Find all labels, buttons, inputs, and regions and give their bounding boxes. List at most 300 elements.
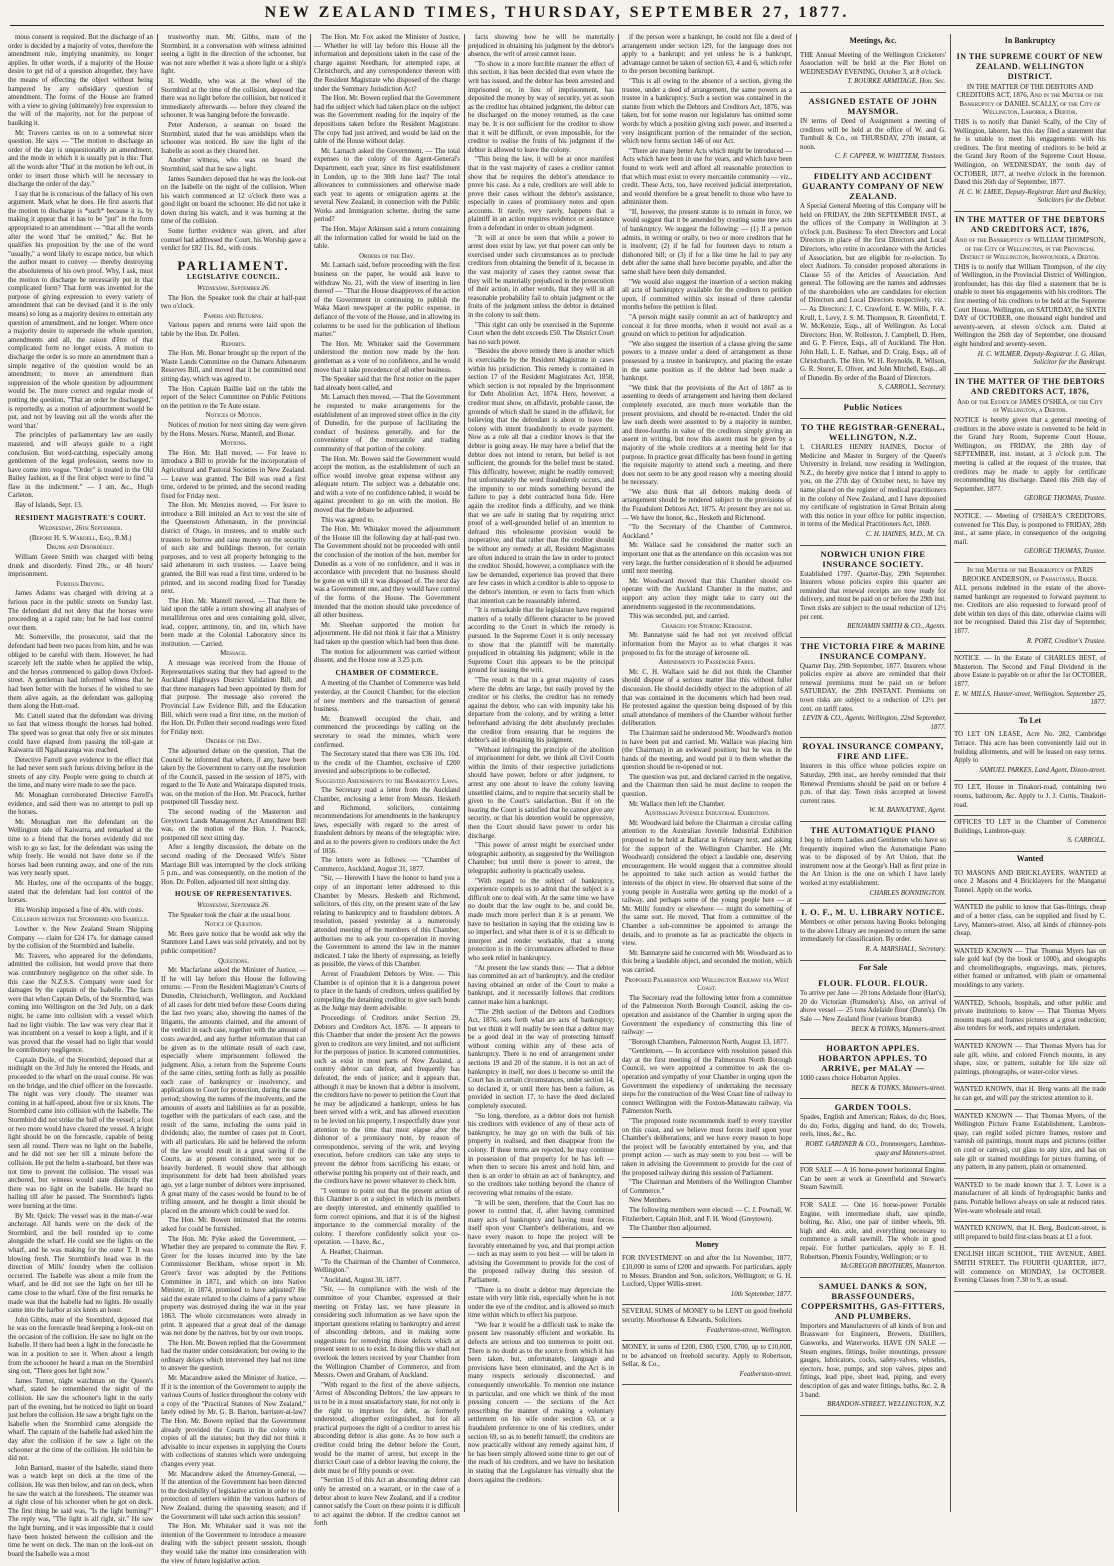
column-2 — [161, 34, 306, 1565]
ad-body: Established 1797. Quarter-Day, 29th September. Insurers whose policies expire this quarter are reminded that renewal receipts are now ready for delivery, and must be paid on or before the 29th inst. Town risks are subject to the usual reduction of 12½ per cent. — [800, 570, 946, 621]
parliament-heading: PARLIAMENT. — [177, 257, 290, 273]
council-paras — [161, 748, 306, 888]
ad-signature: Featherston-street, Wellington. — [706, 1326, 792, 1334]
article-paragraph: The Secretary read the following letter from a committee of the Palmerston North Borough Council, asking the co-operation and assistance of the Chamber in urging upon the Government the expediency of constructing this line of railway: — — [622, 994, 792, 1037]
article-paragraph: Various papers and returns were laid upon the table by the Hon. Dr. Pollen. — [161, 322, 306, 338]
section-rule — [622, 1237, 792, 1238]
advertisement — [954, 1040, 1106, 1083]
article-paragraph: Mr. Sheehan supported the motion for adjournment. He did not think it fair that a Ministry had taken up the question which had been thus done. — [314, 621, 460, 646]
advertisement — [954, 563, 1106, 652]
ad-signature: R. A. MARSHALL, Secretary. — [865, 945, 946, 953]
masthead-title: NEW ZEALAND TIMES, THURSDAY, SEPTEMBER 27, 1877. — [264, 4, 850, 21]
advertisement — [800, 638, 946, 739]
article-paragraph: Mr. Larnach then moved, — That the Government be requested to make arrangements for the establishment of an improved street office in the city of Dunedin, for the purpose of facilitating the conduct of business generally, and for the convenience of the mercantile and trading community of that portion of the colony. — [314, 394, 460, 453]
col4-paras — [468, 34, 614, 1485]
house-paras — [161, 967, 306, 1566]
ad-body: WANTED to be made known that J. T. Lowe is a manufacturer of all kinds of hydrographic banks and pans. Portable bellows always on sale at reduced rates. Wire-ware wholesale and retail. — [954, 1181, 1106, 1215]
court-ads — [954, 49, 1106, 714]
money-heading: Money — [695, 1239, 719, 1249]
article-paragraph: The principles of parliamentary law are easily mastered, and will always guide to a right conclusion. But word-catching, especially among gentlemen of the legal profession, seems now to have come into vogue. "Order" is treated in the Old Bailey fashion, as if the first object were to find "a flaw in the indictment." — I am, &c., Hugh Carleton. — [8, 432, 153, 500]
advertisement — [800, 975, 946, 1040]
ad-body: Insurers in this office whose policies expire on Saturday, 29th inst., are hereby reminded that their Renewal Premiums should be paid on or before 4 p.m. of that day. Town risks accepted at lowest current rates. — [800, 763, 946, 805]
subhead-orders: Orders of the Day. — [359, 252, 415, 260]
article-paragraph: "So long, therefore, as a debtor does not furnish his creditors with evidence of any of these acts of bankruptcy, he may go on with the bulk of his property in realised, and then disappear from the colony. If these terms are rejected, he may continue in possession of that property for he has left — when then to secure his arrest and hold him, and then is an order to obtain an act of bankruptcy, and so the creditors take nothing beyond the chance of recovering what remains of the estate. — [468, 1112, 614, 1197]
ad-title: HOBARTON APPLES. HOBARTON APPLES. TO ARRIVE, per MALAY — — [818, 1043, 928, 1074]
ad-signature: H. C. WILMER, Deputy-Registrar. J. G. Allan, Solicitor for the Bankrupt. — [977, 350, 1106, 367]
column-divider — [157, 34, 158, 1512]
ad-body: WANTED the public to know that Gas-fittings, cheap and of a better class, can be supplied and fixed by C. Levy, Manners-street. Also, all kinds of chimney-pots cheap. — [954, 904, 1106, 938]
col3-paras — [314, 262, 460, 665]
ad-title: GARDEN TOOLS. — [834, 1102, 912, 1113]
ad-signature: BENJAMIN SMITH & CO., Agents. — [847, 623, 946, 631]
court-bench: (Before H. S. Wardell, Esq., R.M.) — [29, 534, 132, 542]
article-paragraph: Arrest of Fraudulent Debtors by Wire. — This Chamber is of opinion that it is a dangerous power to place in the hands of creditors, unless qualified by compelling the detaining creditor to give such bonds as the Judge may deem advisable. — [314, 970, 460, 1013]
ad-body: NOTICE is hereby given that a general meeting of creditors in the above estate is convened to be held in the Grand Jury Room, Supreme Court House, Wellington, on FRIDAY, the 28th day of SEPTEMBER, inst. instant, at 3 o'clock p.m. The meeting is called at the request of the trustee, that creditors may be made to apply for certificate recommending his discharge. Dated this 26th day of September, 1877. — [954, 417, 1106, 493]
ad-signature: E. W. MILLS, Hunter-street, Wellington. September 25, 1877. — [954, 690, 1106, 707]
column-divider — [618, 34, 619, 1512]
col5-paras — [622, 820, 792, 976]
meetings-heading: Meetings, &c. — [849, 36, 897, 45]
article-paragraph: A. Heather, Chairman. — [321, 1248, 384, 1256]
advertisement — [954, 510, 1106, 563]
ad-body: TO LET ON LEASE, Acre No. 282, Cambridge Terrace. This acre has been conveniently laid out in building allotments, and will be leased on easy terms. Apply to — [954, 731, 1106, 765]
ad-body: NOTICE. — In the Estate of CHARLES BEST, of Masterton. The Second and Final Dividend in the above Estate is payable on or after the 1st OCTOBER, 1877. — [954, 655, 1106, 689]
article-paragraph: "There are many better Acts which might be introduced — Acts which have been in use for years, and which have been found to work well and afford all reasonable protection to that which must exist to every mercantile community — viz., credit. These Acts, too, have received judicial interpretation, and would therefore be a great benefit to those who have to administer them. — [622, 147, 792, 207]
ad-signature: T. BOURKE ARMITAGE, Hon. Sec. — [847, 78, 946, 86]
ad-signature: W. M. BANNATYNE, Agent. — [869, 807, 946, 815]
subhead-bankruptcy: Suggested Amendments to the Bankruptcy Laws. — [315, 777, 459, 785]
article-paragraph: Mr. C. H. Wallace said he did not think the Chamber should dispose of a serious matter like this without fuller discussion. He should decidedly object to the adoption of all that was contained in the documents which had been read. He protested against the question being disposed of by this small attendance of members of the Chamber without further deliberation. — [622, 668, 792, 728]
article-paragraph: "A person might easily commit an act of bankruptcy and conceal it for three months, when it would not avail as a ground on which to petition for adjudication. — [622, 314, 792, 339]
house-paras — [161, 912, 306, 921]
ad-body: 1000 cases choice Hobarton Apples. — [800, 1075, 901, 1083]
column-3 — [314, 34, 461, 1528]
ad-signature: McGREGOR BROTHERS, Masterton. — [840, 1263, 946, 1271]
ad-signature: Featherston-street. — [739, 1370, 792, 1378]
ad-body: NOTICE. — Meeting of O'SHEA'S CREDITORS, convened for This Day, is postponed to FRIDAY, 28th inst., at same place, in consequence of the outgoing mail. — [954, 512, 1106, 546]
article-paragraph: "Gentlemen, — In accordance with resolution passed this day at the first meeting of the Palmerston North Borough Council, we were appointed a committee to ask the co-operation and sympathy of your Chamber in urging upon the Government the expediency of undertaking the necessary steps for the construction of the West Coast line of railway to connect Wellington with the Foxton-Manawatu railway, via Palmerston North. — [622, 1048, 792, 1116]
house-date: Wednesday, September 26. — [197, 902, 270, 909]
ad-body: THIS is to notify that Daniel Scally, of the City of Wellington, laborer, has this day filed a statement that he is unable to meet his engagements with his creditors. The first meeting of creditors to be held at the Grand Jury Room of the Supreme Court House, Wellington, on WEDNESDAY, the tenth day of OCTOBER, 1877, at twelve o'clock in the forenoon. Dated this 26th day of September, 1877. — [954, 118, 1106, 187]
ad-body: MONEY, in sums of £200, £300, £500, £700, up to £10,000, to be advanced on freehold security. Apply to Robertson, Sellar, & Co., — [622, 1344, 792, 1369]
article-paragraph: facts showing how he will be materially prejudiced in obtaining his judgment by the debtor's absence, the writ of arrest cannot issue. — [468, 34, 614, 59]
ad-body: ENGLISH HIGH SCHOOL, THE AVENUE, ABEL SMITH STREET. The FOURTH QUARTER, 1877, will commence on MONDAY, 1st OCTOBER. Evening Classes from 7.30 to 9, as usual. — [954, 1251, 1106, 1285]
council-paras — [161, 295, 306, 312]
article-paragraph: James Adams was charged with driving at a furious pace in the public streets on Sunday last. The defendant did not deny that the horses were proceeding at a rapid rate; but he had lost control over them. — [8, 590, 153, 632]
ad-subtitle: In the Matter of the Bankruptcy of PARIS BROOKE ANDERSON, of Pahautanui, Baker. — [962, 566, 1098, 583]
article-paragraph: Mr. Bannatyne said he concurred with Mr. Woodward as to this being a laudable object, and seconded the motion, which was carried. — [622, 949, 792, 974]
article-paragraph: The letters were as follows: — "Chamber of Commerce, Auckland, August 31, 1877. — [314, 857, 460, 873]
article-paragraph: Lowther v. the New Zealand Steam Shipping Company — claim for £24 17s. for damage caused by the collision of the Stormbird and Isabelle. — [8, 925, 153, 951]
advertisement — [800, 419, 946, 546]
ad-body: OFFICES TO LET in the Chamber of Commerce Buildings, Lambton-quay. — [954, 819, 1106, 835]
article-paragraph: This was agreed to. — [321, 516, 375, 524]
article-paragraph: The Hon. Mr. Bowen intimated that the returns asked for could be furnished. — [161, 1217, 306, 1233]
council-paras — [161, 450, 306, 650]
ad-signature: SAMUEL PARKES, Land Agent, Dixon-street. — [979, 766, 1106, 774]
advertisement — [800, 168, 946, 399]
advertisement — [954, 652, 1106, 714]
advertisement — [622, 1341, 792, 1385]
column-1 — [8, 34, 153, 1558]
subhead-message: Message. — [220, 650, 247, 658]
advertisement — [622, 1305, 792, 1341]
article-paragraph: "This power of arrest might be exercised under telegraphic authority, as suggested by the Wellington Chamber; but until there is power to arrest, the telegraphic authority is practically useless. — [468, 842, 614, 875]
article-paragraph: By Mr. Quick: The vessel was in the man-o'-war anchorage. All hands were on the deck of the Stormbird, and the bell rounded up to come alongside the wharf. He could see the lights on the wharf, and he was making for the outer T. It was blowing fresh. The Stormbird's head was in the direction of Mills' foundry when the collision occurred. The Isabelle was about a mile from the wharf, and he did not see the light on her till he came close to the wharf. One of the first remarks he made was that the Isabelle had no lights. He usually came into the harbor at six knots an hour. — [8, 1212, 153, 1315]
ad-signature: C. F. CAPPER, W. WHITTEM, Trustees. — [834, 153, 946, 161]
advertisement — [800, 546, 946, 638]
advertisement — [954, 1179, 1106, 1222]
article-paragraph: The Hon. Mr. Whitaker said the Government understood the motion now made by the hon. gentleman as a vote of no confidence, and he would move that it take precedence of all other business. — [314, 340, 460, 374]
advertisement — [800, 904, 946, 960]
ad-title: TO THE REGISTRAR-GENERAL, WELLINGTON, N.Z. — [800, 422, 946, 442]
ad-signature: C. H. HAINES, M.D., M. Ch. — [865, 530, 946, 538]
article-paragraph: The Hon. Mr. Bowen replied that the Government had the subject which had taken place on the subject was the Government reading for the inquiry of the depositions taken before the Resident Magistrate. The copy had just arrived, and would be laid on the table of the House without delay. — [314, 95, 460, 146]
subhead-railway: Proposed Palmerston and Wellington Railway via West Coast. — [624, 976, 790, 993]
ad-title: Public Notices — [843, 402, 903, 412]
ad-title: IN THE MATTER OF THE DEBTORS AND CREDITORS ACT, 1876, — [955, 214, 1105, 234]
article-paragraph: "The proposed route recommends itself to every traveller on this coast, and we believe must forces itself upon your Chamber's deliberations; and we have every reason to hope the project will be favorably entertained by you, and that prompt action — such as may seem to you best — will be taken in advising the Government to provide for the cost of the proposed railway during this session of Parliament. — [622, 1118, 792, 1177]
court-paras-1 — [8, 554, 153, 580]
advertisement — [800, 1040, 946, 1099]
ad-signature: S. CARROLL. — [1067, 837, 1106, 845]
advertisement — [954, 212, 1106, 374]
chamber-heading: CHAMBER OF COMMERCE. — [335, 669, 439, 677]
article-paragraph: "Borough Chambers, Palmerston North, August 13, 1877. — [629, 1038, 789, 1046]
col5-paras — [622, 632, 792, 658]
article-paragraph: "If, however, the present statute is to remain in force, we would suggest that it be amended by creating some new acts of bankruptcy. We suggest the following: — (1) If a person admits, in writing or orally, to two or more creditors that he is insolvent; (2) if he fail for fourteen days to return a dishonored bill; or (3) if for a like time he fail to pay any debt after the same shall have become payable, and after the same shall have been duly demanded. — [622, 208, 792, 277]
article-paragraph: James Turner, night watchman on the Queen's wharf, stated he remembered the night of the collision. He saw the schooner's light in the early part of the evening, but he noticed no light on board just before the collision. He saw a bright light on the Isabelle when the Stormbird came alongside the wharf. The captain of the Isabelle had asked him the day after the collision if he saw a light on the schooner at the time of the collision. He told him he did not. — [8, 1377, 153, 1463]
masthead-rule — [10, 25, 1104, 26]
article-paragraph: "Without infringing the principle of the abolition of imprisonment for debt, we think all Civil Courts within the limits of their respective jurisdictions should have power, before or after judgment, to arrest any one about to leave the colony leaving unsettled claims, and to require that security shall be given to the Court's satisfaction. But if on the hearing the Court is satisfied that he cannot give any security, or that his detention would be oppressive, then the Court should have power to order his discharge. — [468, 746, 614, 840]
article-paragraph: After a lengthy discussion, the debate on the second reading of the Deceased Wife's Sister Marriage Bill was interrupted by the clock striking 5 p.m., and was consequently, on the motion of the Hon. Dr. Pollen, adjourned till next sitting day. — [161, 844, 306, 886]
advertisement — [800, 399, 946, 419]
ad-signature: ROBT. GARDNER & CO., Ironmongers, Lambton-quay and Manners-street. — [805, 1141, 946, 1157]
ad-signature: R. PORT, Creditor's Trustee. — [1026, 637, 1106, 645]
ad-title: THE AUTOMATIQUE PIANO — [810, 825, 936, 835]
advertisement — [800, 1099, 946, 1164]
article-paragraph: A meeting of the Chamber of Commerce was held yesterday, at the Council Chamber, for the election of new members and the transaction of general business. — [314, 680, 460, 714]
article-paragraph: Notices of motion for next sitting day were given by the Hons. Messrs. Nurse, Mantell, and Bonar. — [161, 421, 306, 438]
ad-signature: GEORGE THOMAS, Trustee. — [1024, 548, 1106, 556]
article-paragraph: "The Chairman and Members of the Wellington Chamber of Commerce." — [622, 1179, 792, 1195]
ad-body: WANTED KNOWN — That Thomas Myers, of the Wellington Picture Frame Establishment, Lambton-quay, can regild soiled picture frames, restore and varnish oil paintings, mount maps and pictures (either on cord or canvas), cut glass to any size, and has on sale gilt or stained mouldings for picture framing, of any pattern, in any pattern, plain or ornamented. — [954, 1112, 1106, 1172]
article-paragraph: "It will be seen, therefore, that the Court has no power to control that, if, after having committed many acts of bankruptcy and having must forces itself upon your Chamber's deliberations, and we have every reason to hope the project will be favorably entertained by you, and that prompt action — such as may seem to you best — will be taken in advising the Government to provide for the cost of the proposed railway during this session of Parliament. — [468, 1199, 614, 1284]
article-paragraph: "It will at once be seen that while a power to arrest does exist by law, yet that power can only be exercised under such circumstances as to preclude creditors from obtaining the benefit of it, because in the vast majority of cases they cannot swear that they will be materially prejudiced in the prosecution of their action, in other words, that they will in all reasonable probability fail to obtain judgment or the fruits of the judgment unless the debtor is detained in the colony to suit them. — [468, 234, 614, 319]
ad-body: WANTED KNOWN, that H. Berg, Boulcott-street, is still prepared to build first-class boats at £1 a foot. — [954, 1225, 1106, 1241]
ad-signature: S. CARROLL, Secretary. — [878, 384, 946, 392]
article-paragraph: Mr. Macandrew asked the Minister of Justice, — If it is the intention of the Government to supply the various Courts of Justice throughout the colony with a copy of the "Practical Statutes of New Zealand," lately edited by Mr. G. B. Barton, barrister-at-law? The Hon. Mr. Bowen replied that the Government already provided the Courts in the colony with copies of all the statutes; but they did not think it advisable to incur expenses in supplying the Courts with collections of statutes which were undergoing changes every year. — [161, 1375, 306, 1468]
ad-title: I. O. F., M. U. LIBRARY NOTICE. — [801, 907, 945, 918]
wanted-heading: Wanted — [1016, 853, 1044, 863]
ad-body: WANTED KNOWN — That Thomas Myers has on sale gold leaf (by the book or 1000), and oleographs and chromolithographs, engravings, mats, pictures, either framed or unframed, with plain or ornamental mouldings to any variety. — [954, 947, 1106, 990]
subhead-reports: Reports. — [221, 340, 246, 348]
court-subhead: Furious Driving. — [56, 580, 105, 588]
article-paragraph: The Chamber then adjourned. — [629, 1225, 712, 1233]
ad-signature: BRANDON-STREET, WELLINGTON, N.Z. — [827, 1401, 946, 1409]
ad-body: FOR SALE — A 16 horse-power horizontal Engine. Can be seen at work at Greenfield and Stewart's Steam Sawmill. — [800, 1167, 946, 1192]
court-date: Wednesday, 26th September. — [38, 525, 123, 533]
article-paragraph: "Auckland, August 30, 1877. — [321, 1276, 402, 1284]
article-paragraph: I say that he is conscious of the fallacy of his own argument. Mark what he does. He first asserts that the motion to discharge is *such* because it is, by making it appear that it has to be "put" in the form appropriated to an amendment — "that all the words after the word 'that' be omitted," &c. But he qualifies his proposition by the use of the word "usually," a word likely to escape notice, but which the author meant to convey — thereby destroying the absoluteness of his own proof. Why, I ask, must the motion to discharge be necessarily put in that complicated form? That form was invented for the purpose of giving expression to every variety of amendment that can be devised (and it is the only means) so long as a majority desires to entertain any question of amendment, and no longer. Where once a majority desire to supersede the whole question, amendments and all, the raison d'être of that complicated form no longer exists. A motion to discharge the order is so more an amendment than a simple negative of the question would be an amendment; to move an amendment than suppression of the whole question by adjournment would be. The more correct and regular mode of putting the question, "That an order be discharged," is reportedly, as a motion of adjournment would be put, and not by leaving out all the words after the word 'that.' — [8, 190, 153, 430]
article-paragraph: H. Weddle, who was at the wheel of the Stormbird at the time of the collision, deposed that there was no light before the collision, but noticed it immediately afterwards — before they cleared the schooner. It was hanging before the forecastle. — [161, 77, 306, 120]
article-paragraph: "Besides the above remedy there is another which is exercisable by the Resident Magistrate in cases within his jurisdiction. This remedy is contained in section 17 of the Resident Magistrates Act, 1858, which section is not repealed by the Imprisonment for Debt Abolition Act, 1874. Here, however, a creditor must show, on affidavit, probable cause, the grounds of which shall be stated in the affidavit, for believing that the defendant is about to leave the colony with intent fraudulently to evade payment. Now as a rule all that a creditor knows is that the debtor is going away. He may have a belief that the debtor does not intend to return, but belief is not sufficient, the grounds for the belief must be stated. This difficulty, however, might be readily removed; but unfortunately the word fraudulently occurs, and the impunity to our minds something beyond the failure to pay a debt contracted bona fide. Here again the creditor finds a difficulty, and we think that we are safe in stating that by requiring strict proof of a well-grounded belief of an intention to defraud this wholesome provision would be inoperative, and that rather than the creditor should be without any remedy at all, Resident Magistrates are often induced to strain the law in order to protect the creditor. Should, however, a compliance with the law be demanded, experience has proved that there are few cases in which a creditor is able to oppose to the debtor's intention, or even to facts from which that intention can be reasonably inferred. — [468, 348, 614, 605]
article-paragraph: trustworthy man. Mr. Gibbs, mate of the Stormbird, in a conversation with witness admitted seeing a light in the direction of the schooner, but was not sure whether it was a shore light or a ship's light. — [161, 34, 306, 76]
article-paragraph: Mr. Woodward laid before the Chairman a circular calling attention to the Australian Juvenile Industrial Exhibition proposed to be held at Ballarat in February next, and asking for the support of the Wellington Chamber. He (Mr. Woodward) considered the object a laudable one, deserving encouragement. He would suggest that a committee should be appointed to take such action as would further the interests of the object in view. He observed that some of the young people in Australia were getting up the model of a railway, and perhaps some of the young people here — at Mr. Mills' foundry or elsewhere — might do something of the same sort. He moved, That from a committee of the Chamber a sub-committee be appointed to arrange the details, and to promote as far as practicable the objects in view. — [622, 819, 792, 948]
article-paragraph: The Hon. Mr. Mantell moved, — That there be laid upon the table a return showing all analyses of metalliferous ores and ores containing gold, silver, lead, copper, antimony, tin, and tin, which have been made at the Colonial Laboratory since its institution. — Carried. — [161, 597, 306, 648]
article-paragraph: Bay of Islands, Sept. 13. — [15, 502, 83, 510]
article-paragraph: The Hon. Mr. Pyke asked the Government, — Whether they are prepared to commute the Rev. F. Greer for the losses incurred into by the late Commissioner Beckham, whose report in Mr. Greer's favor was adopted by the Petitions Committee in 1871, and which on into Native Minister, in 1874, promised to have adjusted? He said the estate related to the claims of a party whose property was destroyed during the war in the year 1863. The whole circumstances were already in print. It appeared that a great deal of the damage was not done by the natives, but by our own troops. — [161, 1235, 306, 1338]
money-ads — [622, 1252, 792, 1385]
article-paragraph: The motion for adjournment was carried without dissent, and the House rose at 3.25 p.m. — [314, 648, 460, 665]
ad-body: I, CHARLES HENRY HAINES, Doctor of Medicine and Master in Surgery of the Queen's University in Ireland, now residing in Wellington, N.Z., do hereby give notice that I intend to apply to you, on the 27th day of October next, to have my name placed on the register of medical practitioners in the colony of New Zealand, and I have deposited my certificate of registration in Great Britain along with this notice in your office for public inspection, in terms of the Medical Practitioners Act, 1869. — [800, 444, 946, 529]
ad-body: FOR SALE — One 16 horse-power Portable Engine, with intermediate shaft, saw spindle, bolting, &c. Also, one pair of timber wheels, 9ft. high and 4in. axle, and everything necessary to commence a small sawmill. The whole in good repair. For further particulars, apply to F. H. Robertson, Phœnix Foundry, Wellington; or to — [800, 1202, 946, 1261]
advertisement — [954, 945, 1106, 997]
article-paragraph: The Chairman said he understood Mr. Woodward's motion to have been put and carried. Mr. Wallace was placing him (the Chairman) in an awkward position; but he was in the hands of the meeting, and would put it to them whether the question should be re-opened or not. — [622, 729, 792, 772]
house-paras — [161, 931, 306, 957]
advertisement — [954, 49, 1106, 212]
article-paragraph: The Hon. Mr. Hall moved, — For leave to introduce a Bill to provide for the incorporation of Agricultural and Pastoral Societies in New Zealand. — Leave was granted. The Bill was read a first time, ordered to be printed, and the second reading fixed for Friday next. — [161, 449, 306, 500]
advertisement — [954, 374, 1106, 510]
advertisement — [954, 1110, 1106, 1179]
ad-signature: GEORGE THOMAS, Trustee. — [1024, 495, 1106, 503]
article-paragraph: Mr. Monaghan corroborated Detective Farrell's evidence, and said there was no attempt to pull up the horses. — [8, 792, 153, 817]
subhead-kerosene: Charges for Storing Kerosene. — [661, 622, 753, 630]
advertisement — [800, 1199, 946, 1278]
ad-signature: H. C. W. LMEE, Deputy-Registrar. Hart and Buckley, Solicitors for the Debtor. — [958, 188, 1106, 205]
advertisement — [954, 997, 1106, 1040]
article-paragraph: The Speaker took the chair at the usual hour. — [168, 911, 292, 919]
ad-body: A Special General Meeting of this Company will be held on FRIDAY, the 28th SEPTEMBER INST., at the offices of the Company in Wellington at 3 o'clock p.m. Business: To elect Directors and Local Directors in place of the first Directors and Local Directors, who retire in accordance with the Articles of Association, but are eligible for re-election. To elect Auditors. To consider proposed alterations in Clause 55 of the Articles of Association. And general. The following are the names and addresses of the shareholders who are candidates for election of Directors and Local Directors respectively, viz.: — As Directors: J. C. Crawford, E. W. Mills, F. A. Krull, L. Levy, J. S. M. Thompson, R. Greenfield, T. W. McKenzie, Esqs., all of Wellington. As Local Directors: Hon. W. Rolleston, J. Campbell, D. Hem, and G. P. Fierce, Esqs., all of Auckland. The Hon. John Hall, L. E. Nathan, and D. Craig, Esqs., all of Christchurch. The Hon. W. H. Reynolds, R. Wilson, G. R. Storer, E. Oliver, and John Mitchell, Esqs., all of Dunedin. By order of the Board of Directors. — [800, 202, 946, 382]
column-6 — [800, 34, 946, 1512]
article-paragraph: "The 29th section of the Debtors and Creditors Act, 1876, sets forth what are acts of bankruptcy; but we think it will readily be seen that a debtor may be a good deal in the way of protecting himself without coming within any of these acts of bankruptcy. There is no end of arrangement under sections 19 and 20 of the statute, it is not an act of bankruptcy in itself, nor does it become so until the Court has in certain circumstances, under section 14, so declared it, or until there has been a failure, as provided in section 17, to have the deed declared completely executed. — [468, 1008, 614, 1111]
advertisement — [954, 1083, 1106, 1109]
advertisement — [954, 728, 1106, 781]
article-paragraph: Mr. Somerville, the prosecutor, said that the defendant had been two paces from him, and he was obliged to be careful with them. However, he had scarcely left the stable when he applied the whip, and the horses commenced to gallop down Oxford-street. A gentleman had informed witness that he had been better with the horses if he wished to see them alive again, as the defendant was galloping them along the Hutt-road. — [8, 634, 153, 711]
article-paragraph: A message was received from the House of Representatives stating that they had agreed to the Auckland Highways District Validation Bill, and that three managers had been appointed by them for that purpose. The message also covered the Provincial Law Evidence Bill, and the Education Bill, which were read a first time, on the motion of the Hon. Dr. Pollen their second readings were fixed for Friday next. — [161, 659, 306, 736]
article-paragraph: "To the Secretary of the Chamber of Commerce, Auckland." — [622, 524, 792, 540]
column-divider — [950, 34, 951, 1512]
column-7 — [954, 34, 1106, 1512]
article-paragraph: The Secretary stated that there was £36 10s. 10d. to the credit of the Chamber, exclusive of £200 invested and subscriptions to be collected. — [314, 751, 460, 776]
court-heading: RESIDENT MAGISTRATE'S COURT. — [15, 514, 146, 522]
article-paragraph: "To show in a more forcible manner the effect of this section, it has been decided that even where the writ has issued, and the debtor has been arrested and imprisoned or, in lieu of imprisonment, has deposited the money by way of security, yet as soon as the creditor has obtained judgment, the debtor can be discharged on the money returned, as the case may be. It is not sufficient for the creditor to show that it will be difficult, or even impossible, for the creditor to realise the fruits of his judgment if the debtor is allowed to leave the colony. — [468, 60, 614, 154]
article-paragraph: John Barnard, master of the Isabelle, stated there was a watch kept on deck at the time of the collision. He was then below, and ran on deck, when he saw the watch at the foresheets. The steamer was at right close of his schooner when he got on deck. The first thing he said was, "Is the light burning?" The reply was, "The light is all right, sir." He saw the light burning, and it was impossible that it could have been hoisted between the collision and the time he went on deck. The man on the look-out on board the Isabelle was a most — [8, 1464, 153, 1558]
article-paragraph: The Hon. Major Atkinson said a return containing all the information called for would be laid on the table. — [314, 226, 460, 251]
article-paragraph: The Hon. Mr. Whitaker said it was not the intention of the Government to introduce a measure dealing with the subject present session, though they would take the matter into consideration with the view of future legislative action. — [161, 1523, 306, 1565]
article-paragraph: Mr. Macandrew asked the Attorney-General, — If the attention of the Government has been directed to the desirability of legislative action in order to the protection of settlers within the various harbors of New Zealand, during the spawning season; and if the Government will take such action this session? — [161, 1470, 306, 1521]
article-paragraph: "With regard to the subject of bankruptcy, experience compels us to admit that the subject is a difficult one to deal with. At the same time we have no doubt that the law ought to be, and could be, made much more perfect than it is at present. We have no hesitation in saying that the existing law is so imperfect, and what there is of it is so difficult to interpret and render workable, that a strong protection is in the circumstances afforded to those who seek relief in bankruptcy. — [468, 877, 614, 962]
ad-signature: BECK & TONKS, Manners-street. — [851, 1084, 946, 1092]
column-divider — [310, 34, 311, 1512]
council-date: Wednesday, September 26. — [197, 285, 270, 293]
article-paragraph: James Saunders deposed that he was the look-out on the Isabelle on the night of the collision. When his watch commenced at 12 o'clock there was a good light on board the schooner. He did not take it down during his watch, and it was burning at the time of the collision. — [161, 175, 306, 226]
ad-subtitle: And of the Estate of JAMES O'SHEA, of the City of Wellington, a Debtor. — [957, 398, 1103, 415]
ad-body: IN terms of Deed of Assignment a meeting of creditors will be held at the office of W. and G. Turnbull & Co., on THURSDAY, 27th instant, at noon. — [800, 117, 946, 151]
article-paragraph: Detective Farrell gave evidence to the effect that he had never seen such furious driving before in the streets of any city. People were going to church at the time, and many were made to see the pace. — [8, 756, 153, 790]
advertisement — [800, 738, 946, 822]
ad-title: ROYAL INSURANCE COMPANY, FIRE AND LIFE. — [802, 741, 944, 762]
ad-body: TO MASONS AND BRICKLAYERS. WANTED at once 2 Masons and 4 Bricklayers for the Manganui Tunnel. Apply on the works. — [954, 869, 1106, 894]
article-paragraph: The Hon. Mr. Bonar brought up the report of the Waste Lands Committee on the Oamaru Athenæum Reserves Bill, and moved that it be committed next sitting day, which was agreed to. — [161, 350, 306, 383]
column-4 — [468, 34, 614, 1512]
article-paragraph: Mr. Travers, who appeared for the defendants, admitted the collision, but would prove that there was contributory negligence on the other side. In this case the N.Z.S.S. Company were sued for damages by the captain of the Isabelle. The facts were that when Captain Delis, of the Stormbird, was coming into Wellington on the 3rd July, on a dark night, he came into collision with a vessel which had no light visible. The law was very clear that it was incumbent on a vessel to keep a light, and if it was proved that the vessel had no light that would be contributory negligence. — [8, 952, 153, 1055]
subhead-questions: Questions. — [218, 957, 249, 965]
article-paragraph: The second reading of the Masterton and Greytown Lands Management Act Amendment Bill was, on the motion of the Hon. J. Peacock, postponed till next sitting day. — [161, 809, 306, 842]
house-heading: HOUSE OF REPRESENTATIVES. — [174, 891, 293, 899]
article-paragraph: John Gibbs, mate of the Stormbird, deposed that he was on the forecastle head keeping a look-out on the occasion of the collision. He saw no light on the Isabelle. If there had been a light in the forecastle he was in a position to see it. When about a length from the schooner he heard a man on the Stormbird sing out, "There goes her light now." — [8, 1316, 153, 1376]
subhead-motions: Motions. — [220, 440, 247, 448]
article-paragraph: Mr. Cattell stated that the defendant was driving so fast that witness thought the horses had bolted. The speed was so great that only five or six minutes could have elapsed from passing the toll-gate at Kaiwarra till Ngahauranga was reached. — [8, 712, 153, 755]
article-paragraph: Mr. Monaghan met the defendant on the Wellington side of Kaiwarra, and remarked at the time to a friend that the horses evidently did not wish to go so fast, for the defendant was using the whip freely. He would not have done so if the horses had been running away, and one of the ruts was very nearly upset. — [8, 818, 153, 878]
wanted-ads — [954, 867, 1106, 1292]
article-paragraph: The following members were elected: — C. J. Pownall, W. Fitzherbert, Captain Holt, and F. H. Wood (Greytown). — [622, 1206, 792, 1223]
ad-signature: BECK & TONKS, Manners-street. — [851, 1025, 946, 1033]
ad-body: ALL persons indebted in the estate of the above-named bankrupt are requested to forward payment to me. Creditors are also requested to forward proof of debt within ten days of this date, otherwise claims will not be recognised. Dated this 21st day of September, 1877. — [954, 585, 1106, 636]
article-paragraph: The Hon. Mr. Menzies moved, — For leave to introduce a Bill intituled an Act to vest the site of the Queenstown Athenæum, in the provincial district of Otago, in trustees, and to enable such trustees to borrow and raise money on the security of such site and buildings thereon, for certain purposes, and to vest all property belonging to the said athenæum in such trustees. — Leave being granted, the Bill was read a first time, ordered to be printed, and its second reading fixed for Tuesday next. — [161, 502, 306, 596]
article-paragraph: Proceedings of Creditors under Section 29, Debtors and Creditors Act, 1876. — It appears to this Chamber that under the present Act the powers given to creditors are very limited, and not sufficient for the purposes of justice. In scattered communities, such as exist in most parts of New Zealand, a country debtor can defeat, and frequently has defeated, the ends of justice; and it appears that, although it may be known that a debtor is insolvent, the creditors have no power to petition the Court that he may be adjudicated a bankrupt, unless he has been served with a writ, and has allowed execution to be levied on his property. I respectfully draw your attention to the time that must elapse after the dishonor of a promissory note, by reason of correspondence, serving of the writ, and levying execution, before creditors can take any steps to prevent the debtor from sacrificing his estate, or otherwise putting his property out of their reach, and the creditors have no power whatever to check him. — [314, 1014, 461, 1186]
article-paragraph: Another witness, who was on board the Stormbird, said that he saw a light. — [161, 157, 306, 173]
subhead-question: Notice of Question. — [204, 921, 263, 929]
article-paragraph: The Speaker said that the first notice on the paper had already been called, and — [314, 376, 460, 392]
ad-body: THE Annual Meeting of the Wellington Cricketers' Association will be held at the Pier Hotel on WEDNESDAY EVENING, October 3, at 8 o'clock. — [800, 51, 946, 76]
ad-body: THIS is to notify that William Thompson, of the city of Wellington, in the Provincial District of Wellington, ironfounder, has this day filed a statement that he is unable to meet his engagements with his creditors. The first meeting of his creditors to be held at the Supreme Court House, Wellington, on SATURDAY, the SIXTH DAY of OCTOBER, one thousand eight hundred and seventy-seven, at eleven o'clock a.m. Dated at Wellington the 26th day of September, one thousand eight hundred and seventy-seven. — [954, 263, 1106, 349]
article-paragraph: "This right can only be exercised in the Supreme Court when the debt exceeds £50. The District Court has no such power. — [468, 321, 614, 346]
article-paragraph: William Green Smith was charged with being drunk and disorderly. Fined 20s., or 48 hours' imprisonment. — [8, 554, 153, 579]
subhead-fares: Amendments to Passenger Fares. — [658, 659, 756, 667]
article-paragraph: Mr. Bramwell occupied the chair, and commenced the proceedings by calling on the secretary to read the minutes, which were confirmed. — [314, 715, 460, 749]
col5-paras — [622, 995, 792, 1234]
ad-signature: CHARLES BONNINGTON. — [869, 889, 946, 897]
ad-title: IN THE MATTER OF THE DEBTORS AND CREDITORS ACT, 1876, — [955, 376, 1105, 396]
legislative-council-heading: LEGISLATIVE COUNCIL. — [187, 274, 280, 282]
advertisement — [954, 816, 1106, 852]
article-paragraph: Mr. Wallace said he considered the matter such an important one that as the attendance on this occasion was not very large, the further consideration of it should be adjourned until next meeting. — [622, 542, 792, 576]
advertisement — [954, 1222, 1106, 1248]
subhead-papers: Papers and Returns. — [203, 312, 264, 320]
article-paragraph: The Hon. Mr. Fox asked the Minister of Justice, — Whether he will lay before this House all the information and depositions taken in the case of the charge against Needham, for attempted rape, at Christchurch, and any correspondence thereon with the Resident Magistrate who disposed of the charge under the Summary Jurisdiction Act? — [314, 34, 460, 93]
advertisement — [800, 822, 946, 904]
column-divider — [464, 34, 465, 1512]
article-paragraph: "We would also suggest the insertion of a section making all acts of bankruptcy available for the creditors to petition upon, if committed within six instead of three calendar months before the petition is filed. — [622, 278, 792, 312]
article-paragraph: "There is no doubt a debtor may depreciate the estate with very little risk, especially when he is not under the eye of the creditor, and is allowed so much time within which to effect his purpose. — [468, 1286, 614, 1320]
ad-body: To arrive per Jane — 20 tons Adelaide flour (Hart's); 20 do Victorian (Rumsden's). Also, on arrival of above vessel — 25 tons Adelaide flour (Dunn's). On Sale — New Zealand flour (various brands). — [800, 990, 946, 1023]
to-let-ads — [954, 728, 1106, 852]
article-paragraph: Mr. Larnach asked the Government, — The total expenses to the colony of the Agent-General's Department, each year, since its first establishment in London, up to the 30th June last? The total allowances to commissioners and otherwise made each year to agents or emigration agents at the several New Zealand, in connection with the Public Works and Immigration scheme, during the same period? — [314, 147, 460, 224]
advertisement — [800, 1164, 946, 1199]
ad-signature: 10th September, 1877. — [730, 1290, 792, 1298]
article-paragraph: "I venture to point out that the present action of this Chamber is on a subject in which its members are deeply interested, and eminently qualified to form correct opinions, and that it is of the highest importance to the commercial morality of the colony. I therefore confidently solicit your co-operation. — I have, &c., — [314, 1187, 460, 1247]
ad-title: THE VICTORIA FIRE & MARINE INSURANCE COMPANY. — [800, 640, 946, 661]
col3-paras — [314, 787, 460, 1528]
advertisement — [954, 867, 1106, 902]
court-subhead: Collision between the Stormbird and Isabelle. — [12, 916, 149, 924]
advertisement — [954, 901, 1106, 944]
article-paragraph: if the person were a bankrupt, he could not file a deed of arrangement under section 129, for the language does not apply to a bankrupt; and yet unless he is a bankrupt, advantage cannot be taken of section 63, 4 and 6, which refer to the person becoming bankrupt. — [622, 34, 792, 76]
court-paras-3 — [8, 926, 153, 1559]
article-paragraph: "We also suggest the insertion of a clause giving the same powers to a trustee under a deed of arrangement as those possessed by a trustee in bankruptcy, and placing the estate in the same position as if the debtor had been made a bankrupt. — [622, 340, 792, 383]
ad-title: NORWICH UNION FIRE INSURANCE SOCIETY. — [820, 548, 926, 569]
advertisement — [954, 781, 1106, 816]
ad-title: FLOUR. FLOUR. FLOUR. — [818, 978, 928, 989]
col5-paras — [622, 34, 792, 622]
article-paragraph: "We also think that all debtors making deeds of arrangement should be rendered subject to the provisions of the Fraudulent Debtors Act, 1875. At present they are not so. — We have the honor, &c., Hesketh and Richmond. — [622, 488, 792, 522]
for-sale-heading: For Sale — [858, 962, 888, 972]
ad-body: Spades, English and American; Rakes, do do; Hoes, do do; Forks, digging and hand, do do; Trowels, reels, lines, &c., &c. — [800, 1114, 946, 1139]
article-paragraph: Mr. Rees gave notice that he would ask why the Stanmore Land Laws was sold privately, and not by public competition? — [161, 930, 306, 955]
ad-title: ASSIGNED ESTATE OF JOHN MAYSMOR. — [808, 95, 938, 116]
col3-paras — [314, 34, 460, 252]
court-subhead: Drunk and Disorderly. — [46, 544, 115, 552]
ad-signature: LEVIN & CO., Agents. Wellington, 22nd September, 1877. — [802, 715, 946, 731]
col1-paras — [8, 34, 153, 511]
article-paragraph: Mr. Travers carries us on to a somewhat nicer question. He says — "The motion to discharge an order of the day is unquestionably an amendment, and the mode in which it is usually put is this: That all the words after 'That' in the motion be left out, in order to insert those which will be necessary to discharge the order of the day." — [8, 129, 153, 189]
article-paragraph: "We think that the provisions of the Act of 1867 as to assenting to deeds of arrangement and having them declared completely executed, are much more workable than the present provisions, and should be re-enacted. Under the old law such deeds were assented to by a majority in number, and three-fourths in value of the creditors simply giving an assent in writing, but now this assent must be given by a majority of the whole creditors at a meeting held for that purpose. In practice great difficulty has been found in getting the requisite majority to attend such a meeting, and there does not seem to be any good reason why a meeting should be necessary. — [622, 384, 792, 487]
article-paragraph: "With regard to the first of the above subjects, 'Arrest of Absconding Debtors,' the law appears to us to be in a most unsatisfactory state, for not only is the right to imprison for debt, as formerly understood, altogether extinguished, but for all practical purposes the right of a creditor to arrest his absconding debtor is also gone. As to how such a creditor could bring the debtor before the Court, would be the matter of arrest, but except in the district Court case of a debtor leaving the colony, the debt must be of fifty pounds or over. — [314, 1381, 460, 1475]
article-paragraph: The question was put, and declared carried in the negative, and the Chairman then said he must decline to reopen the question. — [622, 773, 792, 799]
meeting-ads — [800, 49, 946, 961]
article-paragraph: "This is all owing to the absence of a section, giving the trustee, under a deed of arrangement, the same powers as a trustee in a bankruptcy. Such a section was contained in the statute from which the Debtors and Creditors Act, 1876, was taken, but for some reason our legislature has omitted some words by which a position giving such power, and inserted a very insignificant portion of the remainder of the section, which now forms section 146 of our Act. — [622, 77, 792, 146]
article-paragraph: The Hon. Mr. Bowen said the Government would accept the motion, as the establishment of such an office would involve great expense without any adequate return. The subject was a debatable one, and with a vote of no confidence tabled, it would be against precedent to go on with the motion. He moved that the debate be adjourned. — [314, 455, 460, 515]
ad-title: FIDELITY AND ACCIDENT GUARANTY COMPANY OF NEW ZEALAND. — [802, 170, 944, 201]
ad-body: Members or other persons having Books belonging to the above Library are requested to return the same immediately for classification. By order. — [800, 919, 946, 944]
council-paras — [161, 660, 306, 737]
advertisement — [800, 49, 946, 93]
ad-subtitle: IN THE MATTER OF THE DEBTORS AND CREDITORS ACT, 1876, And in the Matter of the Bankruptcy of DANIEL SCALLY, of the City of Wellington, Laborer, a Debtor. — [956, 83, 1104, 117]
bankruptcy-heading: In Bankruptcy — [1004, 36, 1056, 45]
article-paragraph: The Hon. the Speaker took the chair at half-past two o'clock. — [161, 294, 306, 311]
article-paragraph: "Sir, — Herewith I have the honor to hand you a copy of an important letter addressed to this Chamber by Messrs. Hesketh and Richmond, solicitors, of this city, on the present state of the law relating to bankruptcy and to fraudulent debtors. A resolution, passed yesterday at a numerously attended meeting of the members of this Chamber, authorises me to ask your co-operation in moving the Government to amend the law in the manner indicated. I take the liberty of expressing, as briefly as possible, the views of this Chamber. — [314, 875, 460, 969]
ad-body: Quarter Day, 29th September, 1877. Insurers whose policies expire as above are reminded that their renewal premiums must be paid on or before SATURDAY, the 29th INSTANT. Premiums on town risks are subject to a reduction of 12½ per cent. on tariff rates. — [800, 662, 946, 713]
ad-body: WANTED KNOWN — That Thomas Myers has for sale gilt, white, and colored French mounts, in any shape, size, or pattern, suitable for life size oil paintings, photographs, or water-color views. — [954, 1043, 1106, 1076]
court-paras-2 — [8, 590, 153, 915]
article-paragraph: Mr. Hurley, one of the occupants of the buggy, stated that the defendant had lost control of the horses. — [8, 880, 153, 905]
advertisement — [954, 1248, 1106, 1291]
article-paragraph: Some further evidence was given, and after counsel had addressed the Court, his Worship gave a verdict for £82 11s. 8d., with costs. — [161, 228, 306, 253]
ad-body: I beg to inform Ladies and Gentlemen who have so frequently inquired when the Automatique Piano was to be disposed of by Art Union, that the instrument now at the George's Hall as first prize in the Art Union is the one on which I have lately worked at my establishment. — [800, 837, 946, 887]
article-paragraph: This was seconded, put, and carried. — [629, 613, 730, 621]
article-paragraph: The Hon. Captain Baillie laid on the table the report of the Select Committee on Public Petitions on the petition re the Te Aute estate. — [161, 385, 306, 410]
ad-title: IN THE SUPREME COURT OF NEW ZEALAND. WELLINGTON DISTRICT. — [956, 51, 1104, 81]
ad-body: FOR INVESTMENT on and after the 1st November, 1877, £10,000 in sums of £200 and upwards. For particulars, apply to Messrs. Brandon and Son, solicitors, Wellington; or G. H. Luxford, Upper Willis-street. — [622, 1255, 792, 1289]
column-5 — [622, 34, 792, 1512]
article-paragraph: "Section 15 of this Act an absconding debtor can only be arrested on a warrant, or in the case of a debtor about to leave New Zealand, and if a creditor cannot satisfy the Court on these points it is difficult to act against the debtor. If the creditor cannot set forth — [314, 1477, 460, 1528]
advertisement — [622, 1252, 792, 1305]
article-paragraph: "This being the law, it will be at once manifest that in the vast majority of cases a creditor cannot show that he requires the debtor's attendance to prove his case. As a rule, creditors are well able to prove their cases without the debtor's assistance, especially in cases of promissory notes and open accounts. It rarely, very rarely, happens that a plaintiff in an action requires evidence or assistance from a defendant in order to obtain judgment. — [468, 156, 614, 233]
ad-body: TO LET, House in Tinakori-road, containing two rooms, bathroom, &c. Apply to J. J. Curtis, Tinakori-road. — [954, 784, 1106, 809]
council-paras — [161, 350, 306, 411]
article-paragraph: "At present the law stands thus: — That a debtor has committed an act of bankruptcy, and the creditor having obtained an order of the Court to make a bankrupt, and it necessarily follows that creditors cannot make him a bankrupt. — [468, 964, 614, 1006]
article-paragraph: "It is remarkable that the legislature have required matters of a totally different character to be proved according to the Court in which the remedy is pursued. In the Supreme Court it is only necessary to show that the plaintiff will be materially prejudiced in obtaining his judgment; while in the Supreme Court this appears to be the principal ground for issuing the writ. — [468, 607, 614, 675]
subhead-exhibition: Australian Juvenile Industrial Exhibition. — [644, 810, 770, 818]
ad-body: WANTED, Schools, hospitals, and other public and private institutions to know — That Thomas Myers mounts maps and frames pictures at a great reduction; also tenders for work, and repairs undertaken. — [954, 999, 1106, 1033]
article-paragraph: Captain Doile, of the Stormbird, deposed that at midnight on the 3rd July he entered the Heads, and proceeded to the wharf on the usual course. He was on the bridge, and the chief officer on the forecastle. The night was very cloudy. The steamer was coming in at half-speed, about five or six knots. The Stormbird came into collision with the Isabelle. The Stormbird did not strike the hull of the vessel; a foot or two more would have cleared the vessel. A bright light should be on the forecastle, capable of being seen all round. There was no light on the Isabelle, and he did not see her till a minute before the collision. He put the helm a-starboard, but there was not time to prevent the collision. The vessel was anchored, but witness would state distinctly that there was no light on the Isabelle. He heard no hailing till after he passed. The Stormbird's lights were burning at the time. — [8, 1056, 153, 1210]
to-let-heading: To Let — [1018, 715, 1042, 725]
ad-title: SAMUEL DANKS & SON, BRASSFOUNDERS, COPPERSMITHS, GAS-FITTERS, AND PLUMBERS. — [800, 1280, 946, 1321]
article-paragraph: Mr. Wallace then left the Chamber. — [629, 800, 726, 808]
advertisement — [800, 93, 946, 168]
article-paragraph: The Hon. Mr. Whitaker moved the adjournment of the House till the following day at half-past two. The Government should not be proceeded with until the conclusion of the motion of the hon. member for Dunedin as a vote of no confidence, and it was in accordance with precedent that no business should be gone on with till it was disposed of. The next day was a Government one, and they would have control of the forms of the House. The Government intended that the motion should take precedence of all other business. — [314, 526, 460, 620]
column-divider — [796, 34, 797, 1512]
article-paragraph: The Hon. Mr. Bowen replied that the Government had the matter under consideration; but owing to the ordinary delays which intervened they had not time to answer the question. — [161, 1339, 306, 1373]
article-paragraph: Mr. Larnach said, before proceeding with the first business on the paper, he would ask leave to withdraw No. 21, with the view of inserting in lieu thereof — "That the House disapproves of the action of the Government in continuing to publish the Waka Maori newspaper at the public expense, in defiance of the vote of the House, and in allowing its columns to be used for the publication of libellous matter." — [314, 262, 461, 339]
article-paragraph: "We fear it would be a difficult task to make the present law reasonably efficient and workable. Its defects are serious and too numerous to point out. There is no doubt as to the source from which it has been taken, but, unfortunately, language and provisions have been eliminated, and the Act is in many respects seriously disconnected, and consequently unworkable. To mention one instance in particular, and one which we think of the most pressing concern — the sections of the Act prescribing the manner of making a voluntary settlement on his wife under section 63, or a fraudulent preference to one of his creditors, under section 69, so as to benefit himself, the creditors are now practically without any remedy against him, if he has been simply allowed some time to get out of the reach of his creditors, and we have no hesitation in stating that the Legislature has virtually shut the doors against the creditors. — [468, 1321, 614, 1484]
subhead-orders: Orders of the Day. — [205, 738, 262, 746]
article-paragraph: mous consent is required. But the discharge of an order is decided by a majority of votes, therefore the amendment rule, implying unanimity, no longer applies. In other words, if a majority of the House desire to get rid of a question altogether, they have the means of effecting the object without being hampered by any subsidiary question of amendment. The forms of the House are framed with a view to giving (ultimately) free expression to the will of the majority, not for the purpose of baulking it. — [8, 34, 153, 127]
article-paragraph: "To the Chairman of the Chamber of Commerce, Wellington." — [314, 1258, 460, 1275]
col2-paras — [161, 34, 306, 254]
article-paragraph: New Members. — [629, 1197, 672, 1205]
